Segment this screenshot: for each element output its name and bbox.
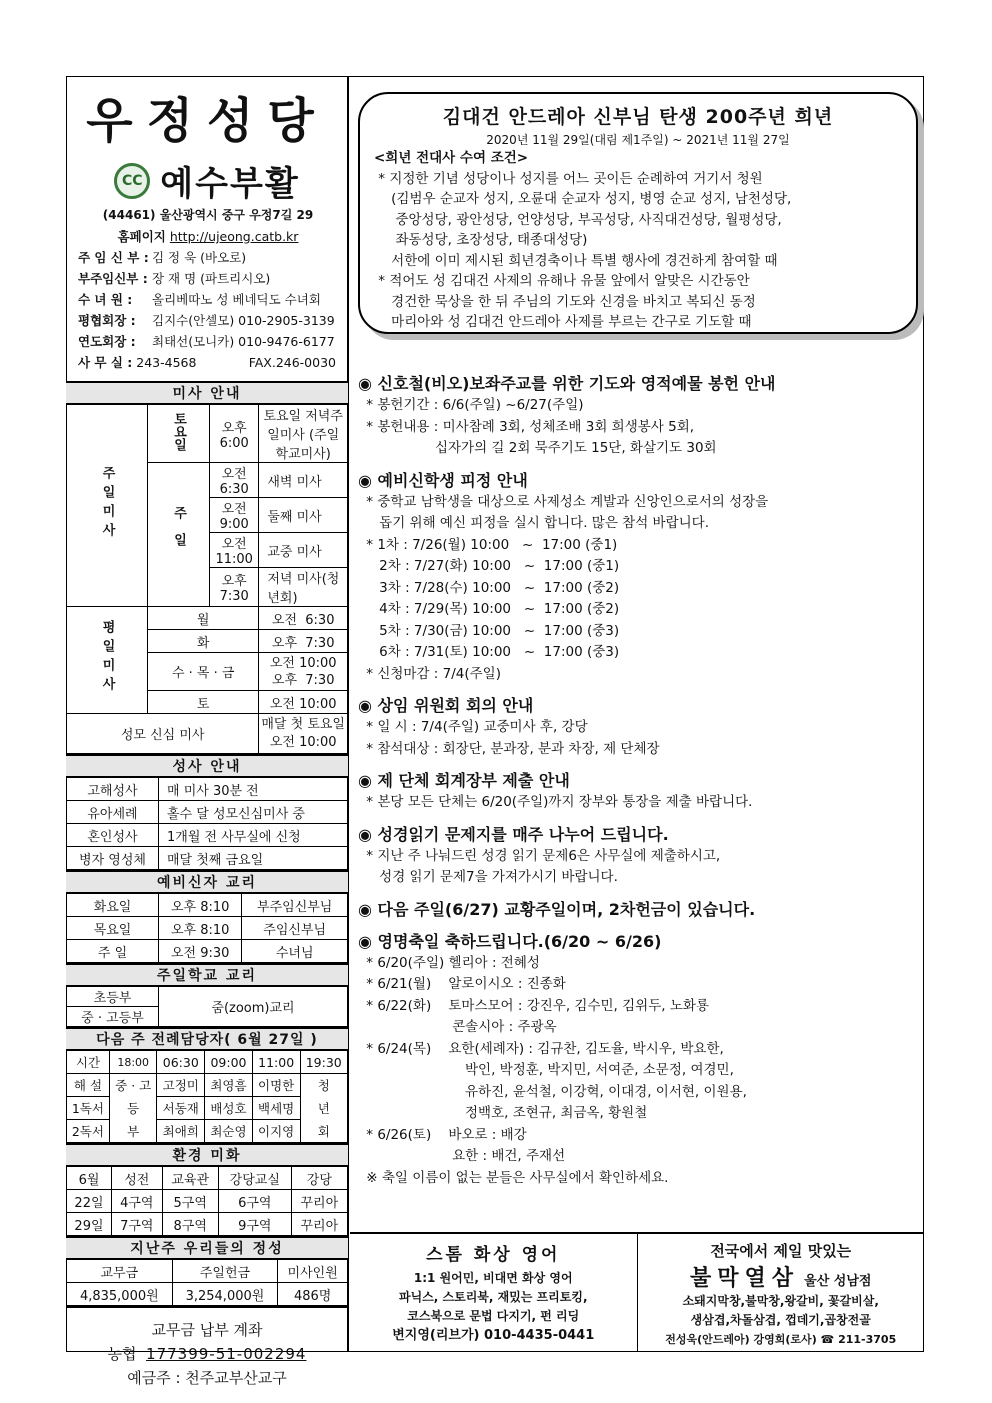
offering-value: 4,835,000원 <box>67 1283 173 1306</box>
marian-mass-label: 성모 신심 미사 <box>67 714 259 754</box>
notice-line: 유하진, 윤석철, 이강혁, 이대경, 이서현, 이원용, <box>362 1083 747 1100</box>
notice-title: ◉ 예비신학생 피정 안내 <box>358 470 528 490</box>
notice-line: * 봉헌내용 : 미사참례 3회, 성체조배 3회 희생봉사 5회, <box>362 418 695 435</box>
weekday-time: 오전 6:30 <box>259 607 348 630</box>
notice-title: ◉ 다음 주일(6/27) 교황주일이며, 2차헌금이 있습니다. <box>358 899 756 919</box>
ad-contact: 변지영(리브가) 010-4435-0441 <box>392 1328 595 1343</box>
office-tel: 243-4568 <box>136 355 197 370</box>
duty-time-cell: 19:30 <box>300 1051 348 1074</box>
env-cell: 8구역 <box>162 1213 218 1236</box>
logo-text: 예수부활 <box>160 164 300 204</box>
env-cell: 7구역 <box>111 1213 162 1236</box>
jubilee-box <box>358 92 918 334</box>
catechumen-time: 오후 8:10 <box>159 894 242 917</box>
jubilee-line: * 적어도 성 김대건 사제의 유해나 유물 앞에서 알맞은 시간동안 <box>374 273 750 289</box>
elem-label: 초등부 <box>67 987 159 1007</box>
mass-table <box>66 404 348 754</box>
sacrament-name: 병자 영성체 <box>67 847 159 870</box>
notice-line: * 본당 모든 단체는 6/20(주일)까지 장부와 통장을 제출 바랍니다. <box>362 794 753 810</box>
account-separator <box>66 1306 348 1308</box>
address: (44461) 울산광역시 중구 우정7길 29 <box>102 208 314 222</box>
env-header-cell: 강당 <box>291 1167 347 1190</box>
notice-line: 2차 : 7/27(화) 10:00 ~ 17:00 (중1) <box>362 558 620 574</box>
jubilee-line: 경건한 묵상을 한 뒤 주님의 기도와 신경을 바치고 복되신 동정 <box>374 293 756 310</box>
notice-line: * 지난 주 나눠드린 성경 읽기 문제6은 사무실에 제출하시고, <box>362 847 721 864</box>
homepage-label: 홈페이지 <box>117 229 166 244</box>
staff-label: 부주임신부 : <box>78 271 148 286</box>
notice-line: 5차 : 7/30(금) 10:00 ~ 17:00 (중3) <box>362 622 620 639</box>
notices <box>358 373 918 1189</box>
duty-cell: 백세명 <box>252 1097 300 1120</box>
office-row <box>78 352 348 373</box>
staff-value: 장 재 명 (파트리시오) <box>152 271 271 286</box>
env-header-cell: 6월 <box>67 1167 112 1190</box>
notice-line: * 6/24(목) 요한(세례자) : 김규찬, 김도율, 박시우, 박요한, <box>362 1040 724 1057</box>
duty-table <box>66 1050 348 1143</box>
env-cell: 4구역 <box>111 1190 162 1213</box>
staff-row <box>78 331 348 352</box>
catechumen-who: 수녀님 <box>242 940 348 963</box>
jubilee-dates: 2020년 11월 29일(대림 제1주일) ~ 2021년 11월 27일 <box>486 133 790 147</box>
jubilee-line: 서한에 이미 제시된 희년경축이나 특별 행사에 경건하게 참여할 때 <box>374 252 778 269</box>
catechumen-who: 부주임신부님 <box>242 894 348 917</box>
sacrament-name: 유아세례 <box>67 801 159 824</box>
mass-time: 오전 9:00 <box>210 498 259 533</box>
notice-line: 3차 : 7/28(수) 10:00 ~ 17:00 (중2) <box>362 579 620 596</box>
notice-line: 4차 : 7/29(목) 10:00 ~ 17:00 (중2) <box>362 601 620 617</box>
mass-time: 오후 6:00 <box>210 405 259 463</box>
notice-line: * 일 시 : 7/4(주일) 교중미사 후, 강당 <box>362 719 588 735</box>
jubilee-line: 마리아와 성 김대건 안드레아 사제를 부르는 간구로 기도할 때 <box>374 314 752 330</box>
notice-title: ◉ 신호철(비오)보좌주교를 위한 기도와 영적예물 봉헌 안내 <box>358 374 776 393</box>
env-cell: 9구역 <box>218 1213 291 1236</box>
jubilee-line: * 지정한 기념 성당이나 성지를 어느 곳이든 순례하여 거기서 청원 <box>374 170 763 187</box>
duty-time-cell: 18:00 <box>109 1051 157 1074</box>
mid-label: 중 · 고등부 <box>67 1007 159 1027</box>
notice-line: 정백호, 조현규, 최금옥, 황원철 <box>362 1105 648 1121</box>
ad-line: 파닉스, 스토리북, 재밌는 프리토킹, <box>399 1290 588 1304</box>
notice-line: * 6/21(월) 알로이시오 : 진종화 <box>362 976 566 992</box>
account-line <box>66 1342 348 1366</box>
notice-line: ※ 축일 이름이 없는 분들은 사무실에서 확인하세요. <box>362 1169 669 1186</box>
sunday-label: 주일 <box>148 463 210 607</box>
env-header-cell: 성전 <box>111 1167 162 1190</box>
duty-cell: 해 설 <box>67 1074 110 1097</box>
env-cell: 29일 <box>67 1213 112 1236</box>
duty-time-cell: 시간 <box>67 1051 110 1074</box>
sunday-school-table <box>66 986 348 1027</box>
parish-info <box>66 205 348 373</box>
notice-line: * 봉헌기간 : 6/6(주일) ~6/27(주일) <box>362 397 584 413</box>
sunday-school-head: 주일학교 교리 <box>66 963 348 986</box>
duty-head: 다음 주 전례담당자( 6월 27일 ) <box>66 1027 348 1050</box>
left-column <box>66 76 348 1390</box>
offering-header-cell: 교무금 <box>67 1260 173 1283</box>
duty-cell: 최애희 <box>157 1120 205 1143</box>
ad-restaurant-branch: 울산 성남점 <box>804 1274 872 1289</box>
catechumen-day: 주 일 <box>67 940 159 963</box>
catechumen-who: 주임신부님 <box>242 917 348 940</box>
weekday-day: 토 <box>148 691 259 714</box>
staff-label: 평협회장 : <box>78 313 136 328</box>
sacrament-head: 성사 안내 <box>66 754 348 777</box>
jubilee-line: <희년 전대사 수여 조건> <box>374 150 529 166</box>
weekday-day: 월 <box>148 607 259 630</box>
weekday-time: 오전 10:00 오후 7:30 <box>259 653 348 691</box>
duty-cell: 이명한 <box>252 1074 300 1097</box>
staff-value: 김지수(안셀모) 010-2905-3139 <box>152 313 335 328</box>
saturday-label: 토요일 <box>148 405 210 463</box>
weekday-time: 오전 10:00 <box>259 691 348 714</box>
env-header-cell: 강당교실 <box>218 1167 291 1190</box>
sunday-school-desc: 줌(zoom)교리 <box>159 987 348 1027</box>
mass-desc: 토요일 저녁주일미사 (주일학교미사) <box>259 405 348 463</box>
staff-value: 최태선(모니카) 010-9476-6177 <box>152 334 335 349</box>
office-fax: FAX.246-0030 <box>248 355 336 370</box>
homepage <box>78 226 348 247</box>
ad-line: 1:1 원어민, 비대면 화상 영어 <box>413 1271 573 1285</box>
duty-cell: 등 <box>109 1097 157 1120</box>
duty-cell: 년 <box>300 1097 348 1120</box>
ad-restaurant-name: 불막열삼 <box>690 1266 800 1291</box>
weekday-day: 화 <box>148 630 259 653</box>
weekday-time: 오후 7:30 <box>259 630 348 653</box>
env-cell: 꾸리아 <box>291 1213 347 1236</box>
duty-cell: 고정미 <box>157 1074 205 1097</box>
sacrament-name: 혼인성사 <box>67 824 159 847</box>
mass-time: 오전11:00 <box>210 533 259 568</box>
notice-title: ◉ 성경읽기 문제지를 매주 나누어 드립니다. <box>358 824 669 844</box>
jubilee-line: 좌동성당, 초장성당, 태종대성당) <box>374 232 588 248</box>
homepage-link[interactable]: http://ujeong.catb.kr <box>169 229 299 244</box>
env-header-cell: 교육관 <box>162 1167 218 1190</box>
duty-cell: 서동재 <box>157 1097 205 1120</box>
catechumen-head: 예비신자 교리 <box>66 870 348 893</box>
notice-line: 박인, 박정훈, 박지민, 서여준, 소문정, 여경민, <box>362 1062 734 1078</box>
duty-cell: 최영흠 <box>205 1074 253 1097</box>
duty-cell: 중 · 고 <box>109 1074 157 1097</box>
jubilee-line: 중앙성당, 광안성당, 언양성당, 부곡성당, 사직대건성당, 월평성당, <box>374 211 782 228</box>
ad-english <box>350 1234 637 1352</box>
mass-desc: 저녁 미사(청년회) <box>259 568 348 607</box>
notice-line: * 참석대상 : 회장단, 분과장, 분과 차장, 제 단체장 <box>362 740 660 757</box>
notice-line: 성경 읽기 문제7을 가져가시기 바랍니다. <box>362 869 618 885</box>
env-cell: 22일 <box>67 1190 112 1213</box>
weekday-mass-group: 평일미사 <box>67 607 148 714</box>
jubilee-title: 김대건 안드레아 신부님 탄생 200주년 희년 <box>442 106 834 128</box>
ad-line: 코스북으로 문법 다지기, 펀 리딩 <box>407 1309 580 1323</box>
notice-title: ◉ 상임 위원회 회의 안내 <box>358 696 534 715</box>
parish-title: 우정성당 <box>86 93 328 149</box>
staff-row <box>78 289 348 310</box>
duty-time-cell: 06:30 <box>157 1051 205 1074</box>
offering-value: 486명 <box>278 1283 348 1306</box>
sacrament-desc: 매달 첫째 금요일 <box>159 847 348 870</box>
notice-line: * 중학교 남학생을 대상으로 사제성소 계발과 신앙인으로서의 성장을 <box>362 493 769 510</box>
catechumen-time: 오전 9:30 <box>159 940 242 963</box>
notice-line: * 6/26(토) 바오로 : 배강 <box>362 1126 527 1143</box>
parish-logo-icon: CC <box>114 163 150 199</box>
notice-title: ◉ 제 단체 회계장부 제출 안내 <box>358 771 570 790</box>
staff-value: 김 정 욱 (바오로) <box>152 250 247 265</box>
notice-line: 돕기 위해 예신 피정을 실시 합니다. 많은 참석 바랍니다. <box>362 515 709 531</box>
staff-label: 연도회장 : <box>78 334 136 349</box>
env-table <box>66 1166 348 1236</box>
mass-time: 오전 6:30 <box>210 463 259 498</box>
account-number: 177399-51-002294 <box>146 1345 307 1363</box>
sacrament-name: 고해성사 <box>67 778 159 801</box>
sacrament-desc: 매 미사 30분 전 <box>159 778 348 801</box>
sunday-mass-group: 주일미사 <box>67 405 148 607</box>
duty-cell: 부 <box>109 1120 157 1143</box>
env-cell: 6구역 <box>218 1190 291 1213</box>
notice-line: * 1차 : 7/26(월) 10:00 ~ 17:00 (중1) <box>362 536 618 553</box>
mass-desc: 새벽 미사 <box>259 463 348 498</box>
env-cell: 5구역 <box>162 1190 218 1213</box>
offering-table <box>66 1259 348 1306</box>
ad-english-title: 스톰 화상 영어 <box>426 1245 561 1265</box>
notice-title: ◉ 영명축일 축하드립니다.(6/20 ~ 6/26) <box>358 931 662 951</box>
ad-restaurant-name-row <box>638 1261 925 1292</box>
notice-line: * 6/22(화) 토마스모어 : 강진우, 김수민, 김위두, 노화룡 <box>362 997 709 1014</box>
notice-line: 요한 : 배건, 주재선 <box>362 1148 566 1164</box>
duty-cell: 배성호 <box>205 1097 253 1120</box>
marian-mass-time: 매달 첫 토요일 오전 10:00 <box>259 714 348 754</box>
ad-line: 생삼겹,차돌삼겹, 껍데기,곱창전골 <box>690 1313 871 1327</box>
catechumen-table <box>66 893 348 963</box>
notice-line: * 신청마감 : 7/4(주일) <box>362 665 501 682</box>
duty-cell: 최순영 <box>205 1120 253 1143</box>
ad-restaurant-top: 전국에서 제일 맛있는 <box>710 1242 852 1260</box>
offering-header-cell: 미사인원 <box>278 1260 348 1283</box>
account-holder: 예금주 : 천주교부산교구 <box>127 1369 287 1387</box>
staff-row <box>78 310 348 331</box>
account-title: 교무금 납부 계좌 <box>151 1321 263 1339</box>
account-bank: 농협 <box>107 1345 137 1363</box>
env-head: 환경 미화 <box>66 1143 348 1166</box>
office-label: 사 무 실 : <box>78 355 133 370</box>
staff-row <box>78 268 348 289</box>
duty-cell: 2독서 <box>67 1120 110 1143</box>
ad-line: 소돼지막창,불막창,왕갈비, 꽃갈비살, <box>682 1294 879 1308</box>
sacrament-desc: 홀수 달 성모신심미사 중 <box>159 801 348 824</box>
staff-value: 올리베따노 성 베네딕도 수녀회 <box>152 292 321 307</box>
mass-head: 미사 안내 <box>66 381 348 404</box>
mass-time: 오후 7:30 <box>210 568 259 607</box>
ads-bar <box>350 1232 924 1352</box>
sacrament-table <box>66 777 348 870</box>
offering-head: 지난주 우리들의 정성 <box>66 1236 348 1259</box>
staff-label: 수 녀 원 : <box>78 292 133 307</box>
duty-time-cell: 09:00 <box>205 1051 253 1074</box>
sacrament-desc: 1개월 전 사무실에 신청 <box>159 824 348 847</box>
weekday-day: 수 · 목 · 금 <box>148 653 259 691</box>
notice-line: * 6/20(주일) 헬리아 : 전혜성 <box>362 954 540 971</box>
env-cell: 꾸리아 <box>291 1190 347 1213</box>
mass-desc: 교중 미사 <box>259 533 348 568</box>
catechumen-time: 오후 8:10 <box>159 917 242 940</box>
duty-cell: 회 <box>300 1120 348 1143</box>
ad-contact: 전성욱(안드레아) 강영희(로사) ☎ 211-3705 <box>665 1333 897 1346</box>
staff-label: 주 임 신 부 : <box>78 250 149 265</box>
mass-desc: 둘째 미사 <box>259 498 348 533</box>
catechumen-day: 화요일 <box>67 894 159 917</box>
logo-row <box>66 156 348 205</box>
duty-cell: 청 <box>300 1074 348 1097</box>
notice-line: 콘솔시아 : 주광옥 <box>362 1019 557 1035</box>
catechumen-day: 목요일 <box>67 917 159 940</box>
duty-cell: 이지영 <box>252 1120 300 1143</box>
offering-value: 3,254,000원 <box>172 1283 278 1306</box>
notice-line: 6차 : 7/31(토) 10:00 ~ 17:00 (중3) <box>362 644 620 660</box>
duty-time-cell: 11:00 <box>252 1051 300 1074</box>
jubilee-line: (김범우 순교자 성지, 오륜대 순교자 성지, 병영 순교 성지, 남천성당, <box>374 191 792 207</box>
offering-header-cell: 주일헌금 <box>172 1260 278 1283</box>
notice-line: 십자가의 길 2회 묵주기도 15단, 화살기도 30회 <box>362 440 717 456</box>
staff-row <box>78 247 348 268</box>
duty-cell: 1독서 <box>67 1097 110 1120</box>
account-box <box>66 1318 348 1390</box>
ad-restaurant <box>637 1234 925 1352</box>
